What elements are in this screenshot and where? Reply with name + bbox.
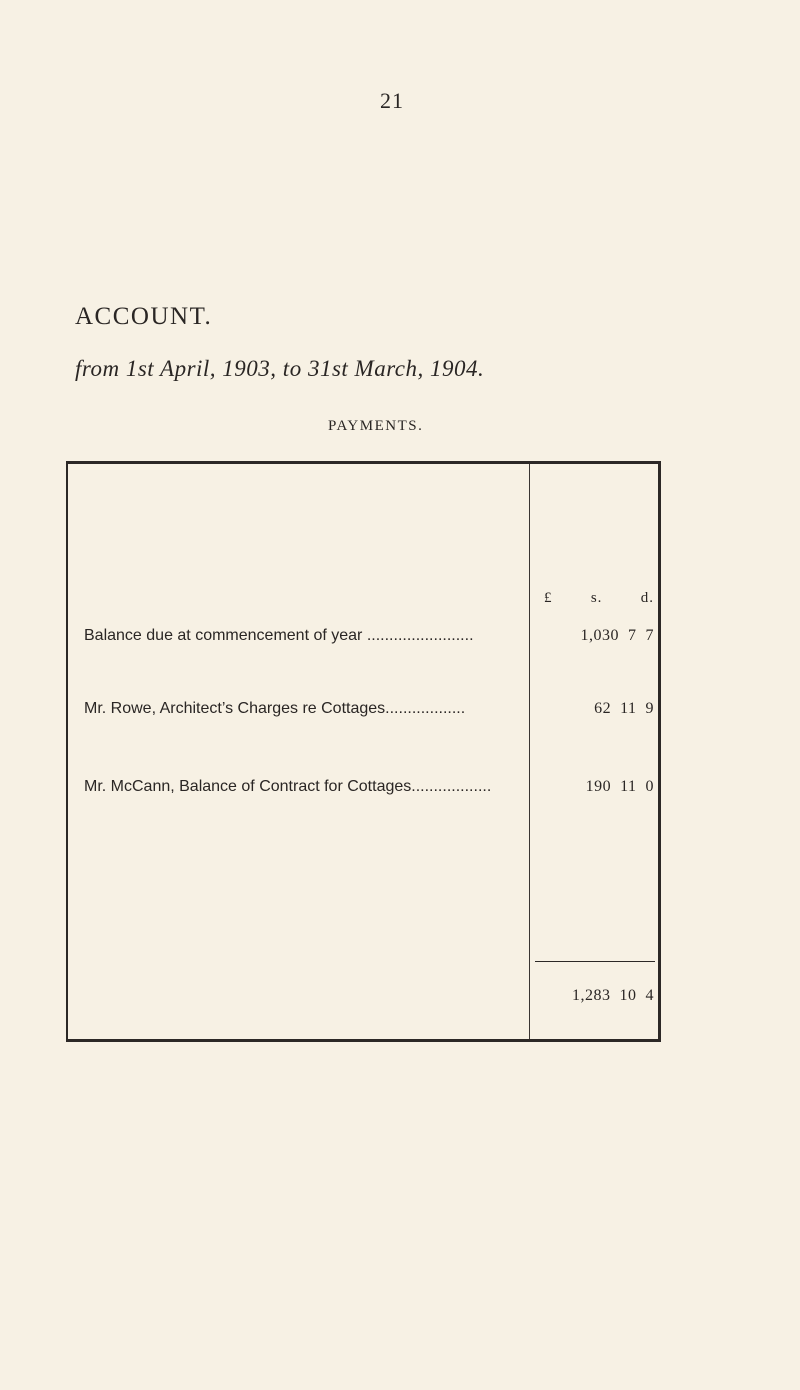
entry-amount: 190 11 0 — [585, 778, 654, 795]
column-divider — [529, 464, 530, 1039]
payments-section-title: PAYMENTS. — [328, 418, 424, 434]
entry-label: Balance due at commencement of year ........................ — [84, 627, 474, 644]
entry-label: Mr. McCann, Balance of Contract for Cottages.................. — [84, 778, 492, 795]
total-amount: 1,283 10 4 — [572, 987, 654, 1004]
shillings-column-header: s. — [590, 590, 603, 606]
payments-ledger-table — [66, 461, 661, 1042]
total-rule — [535, 961, 655, 962]
pounds-column-header: £ — [544, 590, 553, 606]
entry-amount: 1,030 7 7 — [580, 627, 654, 644]
currency-header — [544, 590, 654, 607]
entry-amount: 62 11 9 — [594, 700, 654, 717]
page-number: 21 — [380, 88, 404, 113]
account-period: from 1st April, 1903, to 31st March, 1904. — [75, 356, 485, 381]
account-heading: ACCOUNT. — [75, 303, 213, 330]
entry-label: Mr. Rowe, Architect’s Charges re Cottages.................. — [84, 700, 466, 717]
pence-column-header: d. — [640, 590, 654, 606]
